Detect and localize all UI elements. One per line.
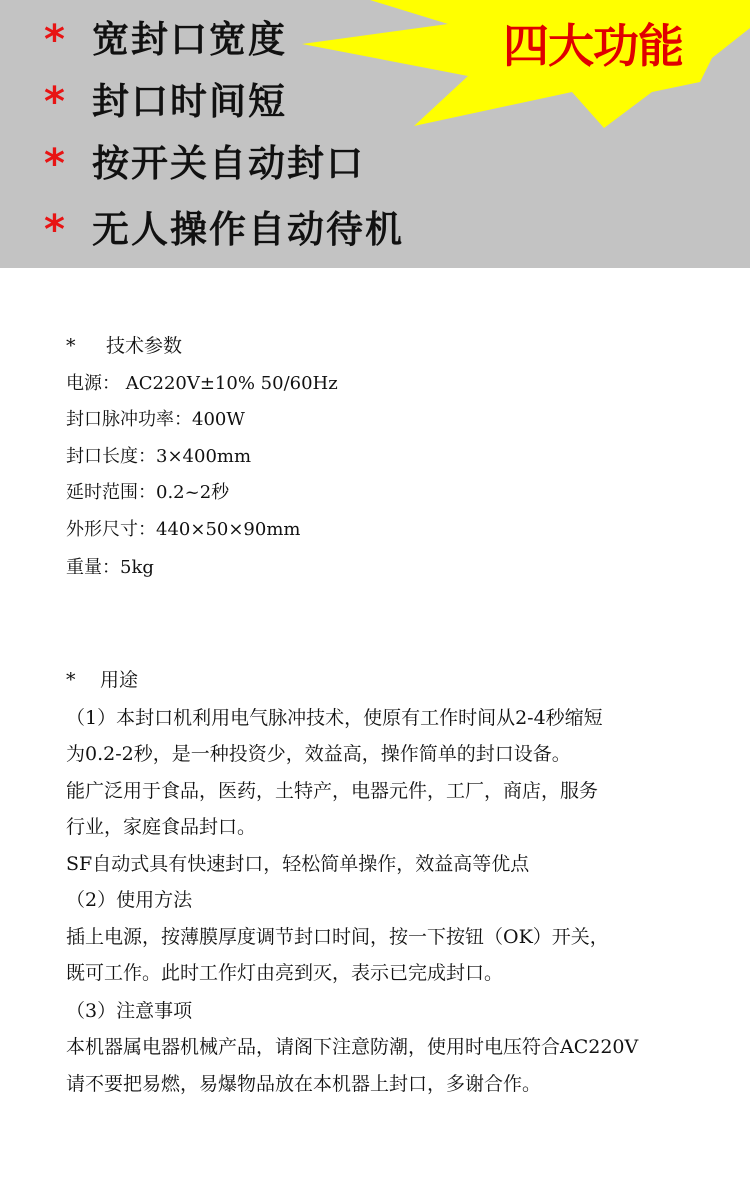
spec-line-dimensions: 外形尺寸：440×50×90mm [66, 519, 301, 540]
red-star-icon: * [44, 207, 65, 253]
usage-line: 行业，家庭食品封口。 [66, 816, 257, 838]
usage-line: 能广泛用于食品，医药，土特产，电器元件，工厂，商店，服务 [66, 780, 599, 802]
red-star-icon: * [44, 79, 65, 125]
feature-text: 按开关自动封口 [92, 142, 365, 185]
spec-line-seal-length: 封口长度：3×400mm [66, 446, 252, 467]
spec-line-weight: 重量：5kg [66, 557, 154, 578]
heading-star: * [66, 335, 76, 357]
usage-subheading: （3）注意事项 [66, 1000, 193, 1022]
spec-line-delay-range: 延时范围：0.2~2秒 [66, 482, 230, 503]
red-star-icon: * [44, 141, 65, 187]
usage-heading [66, 668, 138, 692]
usage-line: 请不要把易燃，易爆物品放在本机器上封口，多谢合作。 [66, 1073, 542, 1095]
feature-text: 封口时间短 [92, 80, 287, 123]
four-functions-badge: 四大功能 [503, 19, 683, 73]
feature-text: 宽封口宽度 [92, 18, 287, 61]
spec-line-power: 电源： AC220V±10% 50/60Hz [66, 373, 338, 394]
usage-line: 既可工作。此时工作灯由亮到灭，表示已完成封口。 [66, 962, 504, 984]
spec-line-pulse-power: 封口脉冲功率：400W [66, 409, 245, 430]
usage-line: （1）本封口机利用电气脉冲技术，使原有工作时间从2-4秒缩短 [66, 707, 603, 729]
product-description [0, 268, 750, 1200]
heading-star: * [66, 669, 76, 691]
red-star-icon: * [44, 17, 65, 63]
specs-heading-text: 技术参数 [106, 335, 183, 357]
specs-heading [66, 334, 182, 358]
usage-subheading: （2）使用方法 [66, 889, 193, 911]
usage-line: 本机器属电器机械产品，请阁下注意防潮，使用时电压符合AC220V [66, 1036, 639, 1058]
usage-line: SF自动式具有快速封口，轻松简单操作，效益高等优点 [66, 853, 530, 875]
usage-line: 插上电源，按薄膜厚度调节封口时间，按一下按钮（OK）开关， [66, 926, 609, 948]
usage-line: 为0.2-2秒，是一种投资少，效益高，操作简单的封口设备。 [66, 743, 571, 765]
feature-text: 无人操作自动待机 [92, 208, 404, 251]
usage-heading-text: 用途 [100, 669, 139, 691]
feature-banner [0, 0, 750, 268]
